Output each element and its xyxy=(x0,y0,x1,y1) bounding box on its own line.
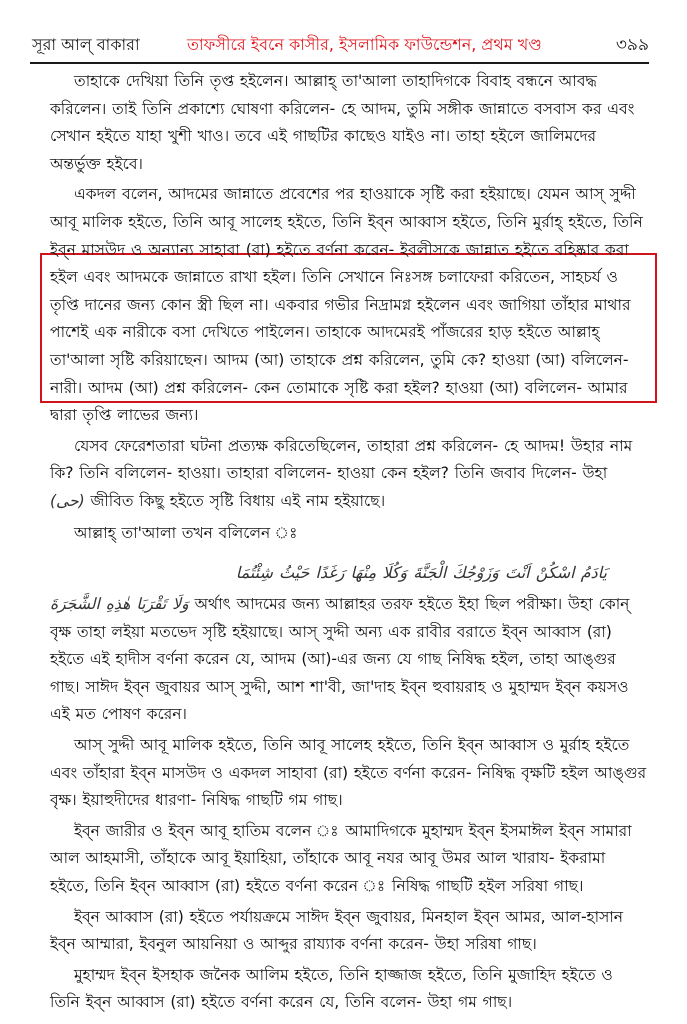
page-header xyxy=(32,30,649,60)
paragraph-9: মুহাম্মদ ইব্‌ন ইসহাক জনৈক আলিম হইতে, তিনি হাজ্জাজ হইতে, তিনি মুজাহিদ হইতে ও তিনি ইব্‌ন আব্বাস (রা) হইতে বর্ণনা করেন যে, তিনি বলেন- উহা গম গাছ। xyxy=(50,965,613,1012)
paragraph-3 xyxy=(50,433,647,516)
paragraph-1: তাহাকে দেখিয়া তিনি তৃপ্ত হইলেন। আল্লাহ্ তা'আলা তাহাদিগকে বিবাহ বন্ধনে আবদ্ধ করিলেন। তাই তিনি প্রকাশ্যে ঘোষণা করিলেন- হে আদম, তুমি সঙ্গীক জান্নাতে বসবাস কর এবং সেখান হইতে যাহা খুশী খাও। তবে এই গাছটির কাছেও যাইও না। তাহা হইলে জালিমদের অন্তর্ভুক্ত হইবে। xyxy=(50,72,635,173)
arabic-verse-2: وَلَا تَقْرَبَا هٰذِهِ الشَّجَرَةَ xyxy=(50,595,189,614)
header-rule xyxy=(30,62,649,64)
paragraph-8: ইব্‌ন আব্বাস (রা) হইতে পর্যায়ক্রমে সাঈদ ইব্‌ন জুবায়র, মিনহাল ইব্‌ন আমর, আল-হাসান ইব্‌ন আম্মারা, ইবনুল আয়নিয়া ও আব্দুর রায্যাক বর্ণনা করেন- উহা সরিষা গাছ। xyxy=(50,907,624,954)
surah-title: সূরা আল্ বাকারা xyxy=(32,35,140,54)
arabic-word: (حى) xyxy=(50,491,85,510)
paragraph-6: আস্ সুদ্দী আবূ মালিক হইতে, তিনি আবূ সালেহ হইতে, তিনি ইব্‌ন আব্বাস ও মুর্রাহ হইতে এবং তাঁহারা ইব্‌ন মাসউদ ও একদল সাহাবা (রা) হইতে বর্ণনা করেন- নিষিদ্ধ বৃক্ষটি হইল আঙ্গুর বৃক্ষ। ইয়াহুদীদের ধারণা- নিষিদ্ধ গাছটি গম গাছ। xyxy=(50,736,647,810)
paragraph-2: একদল বলেন, আদমের জান্নাতে প্রবেশের পর হাওয়াকে সৃষ্টি করা হইয়াছে। যেমন আস্ সুদ্দী আবূ মালিক হইতে, তিনি আবূ সালেহ হইতে, তিনি ইব্‌ন আব্বাস হইতে, তিনি মুর্রাহ্ হইতে, তিনি ইব্‌ন মাসউদ ও অন্যান্য সাহাবা (রা) হইতে বর্ণনা করেন- ইবলীসকে জান্নাত হইতে বহিষ্কার করা হইল এবং আদমকে জান্নাতে রাখা হইল। তিনি সেখানে নিঃসঙ্গ চলাফেরা করিতেন, সাহচর্য ও তৃপ্তি দানের জন্য কোন স্ত্রী ছিল না। একবার গভীর নিদ্রামগ্ন হইলেন এবং জাগিয়া তাঁহার মাথার পাশেই এক নারীকে বসা দেখিতে পাইলেন। তাহাকে আদমেরই পাঁজরের হাড় হইতে আল্লাহ্ তা'আলা সৃষ্টি করিয়াছেন। আদম (আ) তাহাকে প্রশ্ন করিলেন, তুমি কে? হাওয়া (আ) বলিলেন- নারী। আদম (আ) প্রশ্ন করিলেন- কেন তোমাকে সৃষ্টি করা হইল? হাওয়া (আ) বলিলেন- আমার দ্বারা তৃপ্তি লাভের জন্য। xyxy=(50,185,643,425)
paragraph-3-text-b: জীবিত কিছু হইতে সৃষ্টি বিধায় এই নাম হইয়াছে। xyxy=(90,491,386,510)
page-body xyxy=(50,68,647,1020)
arabic-verse-1: يَادَمُ اسْكُنْ اَنْتَ وَزَوْجُكَ الْجَنَّةَ وَكُلَا مِنْهَا رَغَدًا حَيْثُ شِئْتُمَا xyxy=(235,563,607,583)
paragraph-5-text: অর্থাৎ আদমের জন্য আল্লাহর তরফ হইতে ইহা ছিল পরীক্ষা। উহা কোন্ বৃক্ষ তাহা লইয়া মতভেদ সৃষ্টি হইয়াছে। আস্ সুদ্দী অন্য এক রাবীর বরাতে ইব্‌ন আব্বাস (রা) হইতে এই হাদীস বর্ণনা করেন যে, আদম (আ)-এর জন্য যে গাছ নিষিদ্ধ হইল, তাহা আঙ্গুর গাছ। সাঈদ ইব্‌ন জুবায়র আস্ সুদ্দী, আশ শা'বী, জা'দাহ ইব্‌ন হুবায়রাহ ও মুহাম্মদ ইব্‌ন কয়সও এই মত পোষণ করেন। xyxy=(50,595,630,724)
paragraph-5 xyxy=(50,591,647,729)
paragraph-7: ইব্‌ন জারীর ও ইব্‌ন আবূ হাতিম বলেন ঃ আমাদিগকে মুহাম্মদ ইব্‌ন ইসমাঈল ইব্‌ন সামারা আল আহমাসী, তাঁহাকে আবূ ইয়াহিয়া, তাঁহাকে আবূ নযর আবূ উমর আল খারায- ইকরামা হইতে, তিনি ইব্‌ন আব্বাস (রা) হইতে বর্ণনা করেন ঃ নিষিদ্ধ গাছটি হইল সরিষা গাছ। xyxy=(50,821,632,896)
book-title: তাফসীরে ইবনে কাসীর, ইসলামিক ফাউন্ডেশন, প্রথম খণ্ড xyxy=(187,35,542,54)
paragraph-4: আল্লাহ্ তা'আলা তখন বলিলেন ঃ xyxy=(74,523,299,542)
paragraph-3-text-a: যেসব ফেরেশতারা ঘটনা প্রত্যক্ষ করিতেছিলেন, তাহারা প্রশ্ন করিলেন- হে আদম! উহার নাম কি? তিনি বলিলেন- হাওয়া। তাহারা বলিলেন- হাওয়া কেন হইল? তিনি জবাব দিলেন- উহা xyxy=(50,436,633,483)
page-number: ৩৯৯ xyxy=(615,35,649,55)
